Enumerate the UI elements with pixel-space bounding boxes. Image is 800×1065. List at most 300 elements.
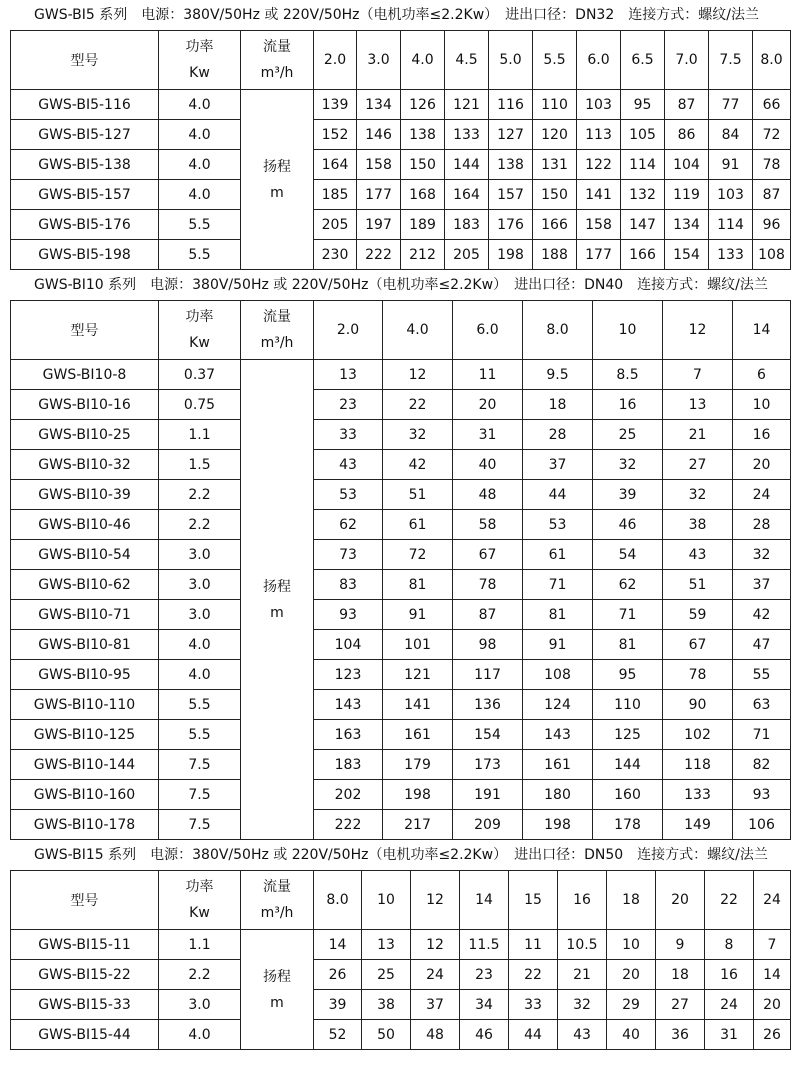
- model-cell: GWS-BI5-127: [11, 120, 159, 150]
- head-value-cell: 154: [665, 240, 709, 270]
- table-row: [11, 1020, 791, 1050]
- head-value-cell: 183: [314, 750, 383, 780]
- model-cell: GWS-BI10-144: [11, 750, 159, 780]
- model-cell: GWS-BI5-157: [11, 180, 159, 210]
- table-row: [11, 510, 791, 540]
- head-value-cell: 110: [593, 690, 663, 720]
- head-value-cell: 173: [453, 750, 523, 780]
- head-value-cell: 71: [523, 570, 593, 600]
- head-value-cell: 133: [663, 780, 733, 810]
- head-value-cell: 96: [753, 210, 791, 240]
- head-label-cell: 扬程 m: [241, 360, 314, 840]
- head-value-cell: 26: [314, 960, 362, 990]
- head-value-cell: 91: [709, 150, 753, 180]
- head-value-cell: 32: [383, 420, 453, 450]
- head-value-cell: 25: [362, 960, 411, 990]
- flow-value-header: 16: [558, 871, 607, 930]
- table-row: [11, 630, 791, 660]
- model-cell: GWS-BI5-138: [11, 150, 159, 180]
- head-value-cell: 33: [314, 420, 383, 450]
- head-value-cell: 149: [663, 810, 733, 840]
- head-value-cell: 32: [733, 540, 791, 570]
- head-value-cell: 132: [621, 180, 665, 210]
- head-value-cell: 113: [577, 120, 621, 150]
- head-value-cell: 185: [314, 180, 357, 210]
- head-value-cell: 138: [489, 150, 533, 180]
- head-value-cell: 212: [401, 240, 445, 270]
- head-value-cell: 86: [665, 120, 709, 150]
- model-cell: GWS-BI5-116: [11, 90, 159, 120]
- power-cell: 0.37: [159, 360, 241, 390]
- head-value-cell: 161: [523, 750, 593, 780]
- head-value-cell: 34: [460, 990, 509, 1020]
- head-value-cell: 25: [593, 420, 663, 450]
- model-cell: GWS-BI10-81: [11, 630, 159, 660]
- head-value-cell: 58: [453, 510, 523, 540]
- section-title-bi10: GWS-BI10 系列 电源：380V/50Hz 或 220V/50Hz（电机功率≤2.2Kw） 进出口径：DN40 连接方式：螺纹/法兰: [34, 277, 768, 293]
- head-value-cell: 42: [733, 600, 791, 630]
- flow-value-header: 7.5: [709, 31, 753, 90]
- section-title-bi15: GWS-BI15 系列 电源：380V/50Hz 或 220V/50Hz（电机功率≤2.2Kw） 进出口径：DN50 连接方式：螺纹/法兰: [34, 847, 768, 863]
- head-value-cell: 106: [733, 810, 791, 840]
- head-value-cell: 32: [663, 480, 733, 510]
- head-value-cell: 103: [577, 90, 621, 120]
- head-value-cell: 31: [453, 420, 523, 450]
- head-value-cell: 67: [663, 630, 733, 660]
- head-value-cell: 39: [314, 990, 362, 1020]
- head-value-cell: 22: [509, 960, 558, 990]
- flow-header: 流量 m³/h: [241, 871, 314, 930]
- power-header: 功率 Kw: [159, 31, 241, 90]
- head-value-cell: 42: [383, 450, 453, 480]
- head-value-cell: 24: [705, 990, 754, 1020]
- section-title-bi5: GWS-BI5 系列 电源：380V/50Hz 或 220V/50Hz（电机功率≤2.2Kw） 进出口径：DN32 连接方式：螺纹/法兰: [34, 7, 759, 23]
- table-row: [11, 240, 791, 270]
- model-cell: GWS-BI10-95: [11, 660, 159, 690]
- head-value-cell: 38: [663, 510, 733, 540]
- head-value-cell: 32: [558, 990, 607, 1020]
- model-cell: GWS-BI10-160: [11, 780, 159, 810]
- table-row: [11, 960, 791, 990]
- head-value-cell: 158: [577, 210, 621, 240]
- head-value-cell: 27: [656, 990, 705, 1020]
- flow-value-header: 8.0: [314, 871, 362, 930]
- power-cell: 3.0: [159, 570, 241, 600]
- head-value-cell: 32: [593, 450, 663, 480]
- head-value-cell: 191: [453, 780, 523, 810]
- head-value-cell: 163: [314, 720, 383, 750]
- head-value-cell: 8: [705, 930, 754, 960]
- head-value-cell: 198: [489, 240, 533, 270]
- head-value-cell: 48: [411, 1020, 460, 1050]
- head-value-cell: 16: [733, 420, 791, 450]
- model-cell: GWS-BI10-25: [11, 420, 159, 450]
- flow-value-header: 8.0: [523, 301, 593, 360]
- power-cell: 4.0: [159, 150, 241, 180]
- head-value-cell: 95: [621, 90, 665, 120]
- head-value-cell: 138: [401, 120, 445, 150]
- head-value-cell: 72: [753, 120, 791, 150]
- head-value-cell: 51: [663, 570, 733, 600]
- head-value-cell: 16: [705, 960, 754, 990]
- model-cell: GWS-BI10-39: [11, 480, 159, 510]
- flow-value-header: 20: [656, 871, 705, 930]
- flow-value-header: 4.0: [401, 31, 445, 90]
- head-value-cell: 116: [489, 90, 533, 120]
- power-cell: 4.0: [159, 90, 241, 120]
- table-row: [11, 690, 791, 720]
- model-cell: GWS-BI15-11: [11, 930, 159, 960]
- flow-value-header: 4.0: [383, 301, 453, 360]
- head-value-cell: 71: [593, 600, 663, 630]
- head-value-cell: 93: [314, 600, 383, 630]
- head-value-cell: 91: [523, 630, 593, 660]
- head-value-cell: 63: [733, 690, 791, 720]
- head-value-cell: 24: [733, 480, 791, 510]
- power-cell: 1.1: [159, 420, 241, 450]
- flow-value-header: 18: [607, 871, 656, 930]
- model-cell: GWS-BI10-8: [11, 360, 159, 390]
- model-cell: GWS-BI10-16: [11, 390, 159, 420]
- flow-value-header: 5.0: [489, 31, 533, 90]
- flow-value-header: 10: [593, 301, 663, 360]
- table-row: [11, 390, 791, 420]
- spec-table-bi15: [10, 870, 791, 1050]
- head-value-cell: 51: [383, 480, 453, 510]
- head-value-cell: 160: [593, 780, 663, 810]
- head-value-cell: 176: [489, 210, 533, 240]
- head-value-cell: 53: [314, 480, 383, 510]
- power-cell: 5.5: [159, 210, 241, 240]
- table-row: [11, 480, 791, 510]
- head-value-cell: 27: [663, 450, 733, 480]
- head-value-cell: 136: [453, 690, 523, 720]
- head-value-cell: 114: [621, 150, 665, 180]
- flow-value-header: 4.5: [445, 31, 489, 90]
- head-value-cell: 10.5: [558, 930, 607, 960]
- head-value-cell: 150: [401, 150, 445, 180]
- head-value-cell: 22: [383, 390, 453, 420]
- head-value-cell: 23: [314, 390, 383, 420]
- flow-value-header: 6.0: [577, 31, 621, 90]
- head-value-cell: 20: [733, 450, 791, 480]
- power-cell: 3.0: [159, 990, 241, 1020]
- head-value-cell: 164: [445, 180, 489, 210]
- head-value-cell: 168: [401, 180, 445, 210]
- head-value-cell: 6: [733, 360, 791, 390]
- head-value-cell: 82: [733, 750, 791, 780]
- head-value-cell: 102: [663, 720, 733, 750]
- table-row: [11, 930, 791, 960]
- table-row: [11, 150, 791, 180]
- head-value-cell: 37: [733, 570, 791, 600]
- head-value-cell: 183: [445, 210, 489, 240]
- head-value-cell: 87: [453, 600, 523, 630]
- head-value-cell: 143: [314, 690, 383, 720]
- head-value-cell: 52: [314, 1020, 362, 1050]
- head-value-cell: 125: [593, 720, 663, 750]
- head-value-cell: 43: [314, 450, 383, 480]
- flow-header: 流量 m³/h: [241, 31, 314, 90]
- head-value-cell: 28: [733, 510, 791, 540]
- model-cell: GWS-BI10-54: [11, 540, 159, 570]
- head-value-cell: 143: [523, 720, 593, 750]
- head-value-cell: 120: [533, 120, 577, 150]
- head-value-cell: 29: [607, 990, 656, 1020]
- power-cell: 4.0: [159, 1020, 241, 1050]
- head-value-cell: 133: [445, 120, 489, 150]
- flow-value-header: 2.0: [314, 31, 357, 90]
- head-value-cell: 83: [314, 570, 383, 600]
- head-value-cell: 197: [357, 210, 401, 240]
- flow-value-header: 8.0: [753, 31, 791, 90]
- head-value-cell: 81: [523, 600, 593, 630]
- head-value-cell: 11: [453, 360, 523, 390]
- head-value-cell: 71: [733, 720, 791, 750]
- table-row: [11, 180, 791, 210]
- head-value-cell: 150: [533, 180, 577, 210]
- head-value-cell: 20: [754, 990, 791, 1020]
- head-value-cell: 141: [383, 690, 453, 720]
- table-row: [11, 810, 791, 840]
- head-value-cell: 217: [383, 810, 453, 840]
- model-cell: GWS-BI10-71: [11, 600, 159, 630]
- table-row: [11, 660, 791, 690]
- head-value-cell: 180: [523, 780, 593, 810]
- head-value-cell: 8.5: [593, 360, 663, 390]
- table-row: [11, 450, 791, 480]
- head-value-cell: 72: [383, 540, 453, 570]
- power-cell: 3.0: [159, 600, 241, 630]
- head-value-cell: 87: [753, 180, 791, 210]
- head-value-cell: 123: [314, 660, 383, 690]
- head-value-cell: 157: [489, 180, 533, 210]
- model-cell: GWS-BI10-125: [11, 720, 159, 750]
- table-row: [11, 750, 791, 780]
- head-value-cell: 21: [663, 420, 733, 450]
- flow-value-header: 6.0: [453, 301, 523, 360]
- head-value-cell: 121: [445, 90, 489, 120]
- head-value-cell: 103: [709, 180, 753, 210]
- head-value-cell: 12: [411, 930, 460, 960]
- table-header-row: [11, 301, 791, 360]
- head-value-cell: 77: [709, 90, 753, 120]
- head-value-cell: 93: [733, 780, 791, 810]
- head-value-cell: 222: [357, 240, 401, 270]
- head-value-cell: 81: [593, 630, 663, 660]
- head-value-cell: 44: [523, 480, 593, 510]
- head-value-cell: 141: [577, 180, 621, 210]
- table-row: [11, 600, 791, 630]
- power-cell: 0.75: [159, 390, 241, 420]
- head-value-cell: 134: [665, 210, 709, 240]
- head-value-cell: 59: [663, 600, 733, 630]
- head-value-cell: 154: [453, 720, 523, 750]
- model-cell: GWS-BI10-62: [11, 570, 159, 600]
- head-value-cell: 11.5: [460, 930, 509, 960]
- spec-table-bi5: [10, 30, 791, 270]
- table-row: [11, 120, 791, 150]
- table-row: [11, 720, 791, 750]
- flow-value-header: 3.0: [357, 31, 401, 90]
- head-value-cell: 46: [460, 1020, 509, 1050]
- head-value-cell: 40: [607, 1020, 656, 1050]
- head-value-cell: 122: [577, 150, 621, 180]
- head-value-cell: 205: [445, 240, 489, 270]
- head-value-cell: 164: [314, 150, 357, 180]
- head-value-cell: 110: [533, 90, 577, 120]
- head-value-cell: 24: [411, 960, 460, 990]
- flow-value-header: 15: [509, 871, 558, 930]
- head-value-cell: 13: [362, 930, 411, 960]
- flow-value-header: 14: [460, 871, 509, 930]
- head-value-cell: 127: [489, 120, 533, 150]
- head-value-cell: 55: [733, 660, 791, 690]
- head-value-cell: 189: [401, 210, 445, 240]
- head-value-cell: 179: [383, 750, 453, 780]
- model-cell: GWS-BI10-46: [11, 510, 159, 540]
- model-header: 型号: [11, 871, 159, 930]
- head-value-cell: 44: [509, 1020, 558, 1050]
- head-value-cell: 146: [357, 120, 401, 150]
- head-value-cell: 9.5: [523, 360, 593, 390]
- power-cell: 4.0: [159, 120, 241, 150]
- head-value-cell: 62: [593, 570, 663, 600]
- head-value-cell: 11: [509, 930, 558, 960]
- head-label-cell: 扬程 m: [241, 930, 314, 1050]
- head-label-cell: 扬程 m: [241, 90, 314, 270]
- head-value-cell: 73: [314, 540, 383, 570]
- flow-value-header: 14: [733, 301, 791, 360]
- head-value-cell: 14: [314, 930, 362, 960]
- power-cell: 7.5: [159, 750, 241, 780]
- head-value-cell: 178: [593, 810, 663, 840]
- table-row: [11, 90, 791, 120]
- power-cell: 4.0: [159, 630, 241, 660]
- head-value-cell: 78: [753, 150, 791, 180]
- head-value-cell: 48: [453, 480, 523, 510]
- head-value-cell: 40: [453, 450, 523, 480]
- head-value-cell: 10: [733, 390, 791, 420]
- head-value-cell: 134: [357, 90, 401, 120]
- head-value-cell: 222: [314, 810, 383, 840]
- head-value-cell: 144: [593, 750, 663, 780]
- head-value-cell: 131: [533, 150, 577, 180]
- head-value-cell: 37: [411, 990, 460, 1020]
- table-header-row: [11, 871, 791, 930]
- head-value-cell: 66: [753, 90, 791, 120]
- head-value-cell: 108: [753, 240, 791, 270]
- head-value-cell: 39: [593, 480, 663, 510]
- head-value-cell: 53: [523, 510, 593, 540]
- head-value-cell: 10: [607, 930, 656, 960]
- head-value-cell: 43: [558, 1020, 607, 1050]
- table-row: [11, 540, 791, 570]
- head-value-cell: 21: [558, 960, 607, 990]
- head-value-cell: 230: [314, 240, 357, 270]
- model-cell: GWS-BI10-110: [11, 690, 159, 720]
- power-header: 功率 Kw: [159, 301, 241, 360]
- head-value-cell: 117: [453, 660, 523, 690]
- head-value-cell: 188: [533, 240, 577, 270]
- head-value-cell: 36: [656, 1020, 705, 1050]
- head-value-cell: 152: [314, 120, 357, 150]
- head-value-cell: 16: [593, 390, 663, 420]
- head-value-cell: 38: [362, 990, 411, 1020]
- head-value-cell: 87: [665, 90, 709, 120]
- table-row: [11, 210, 791, 240]
- model-cell: GWS-BI10-32: [11, 450, 159, 480]
- head-value-cell: 166: [621, 240, 665, 270]
- head-value-cell: 147: [621, 210, 665, 240]
- head-value-cell: 23: [460, 960, 509, 990]
- power-cell: 2.2: [159, 480, 241, 510]
- head-value-cell: 202: [314, 780, 383, 810]
- head-value-cell: 37: [523, 450, 593, 480]
- head-value-cell: 61: [383, 510, 453, 540]
- power-cell: 7.5: [159, 810, 241, 840]
- head-value-cell: 209: [453, 810, 523, 840]
- flow-value-header: 22: [705, 871, 754, 930]
- head-value-cell: 126: [401, 90, 445, 120]
- head-value-cell: 104: [665, 150, 709, 180]
- power-cell: 1.1: [159, 930, 241, 960]
- flow-value-header: 2.0: [314, 301, 383, 360]
- power-cell: 1.5: [159, 450, 241, 480]
- flow-value-header: 7.0: [665, 31, 709, 90]
- head-value-cell: 28: [523, 420, 593, 450]
- head-value-cell: 67: [453, 540, 523, 570]
- flow-header: 流量 m³/h: [241, 301, 314, 360]
- head-value-cell: 108: [523, 660, 593, 690]
- head-value-cell: 46: [593, 510, 663, 540]
- head-value-cell: 18: [656, 960, 705, 990]
- head-value-cell: 33: [509, 990, 558, 1020]
- head-value-cell: 139: [314, 90, 357, 120]
- power-header: 功率 Kw: [159, 871, 241, 930]
- flow-value-header: 10: [362, 871, 411, 930]
- head-value-cell: 13: [663, 390, 733, 420]
- head-value-cell: 114: [709, 210, 753, 240]
- flow-value-header: 6.5: [621, 31, 665, 90]
- model-cell: GWS-BI15-33: [11, 990, 159, 1020]
- head-value-cell: 98: [453, 630, 523, 660]
- table-row: [11, 360, 791, 390]
- table-header-row: [11, 31, 791, 90]
- head-value-cell: 118: [663, 750, 733, 780]
- head-value-cell: 20: [607, 960, 656, 990]
- head-value-cell: 90: [663, 690, 733, 720]
- head-value-cell: 47: [733, 630, 791, 660]
- head-value-cell: 124: [523, 690, 593, 720]
- head-value-cell: 161: [383, 720, 453, 750]
- power-cell: 4.0: [159, 180, 241, 210]
- head-value-cell: 9: [656, 930, 705, 960]
- head-value-cell: 62: [314, 510, 383, 540]
- head-value-cell: 198: [383, 780, 453, 810]
- head-value-cell: 61: [523, 540, 593, 570]
- head-value-cell: 18: [523, 390, 593, 420]
- head-value-cell: 158: [357, 150, 401, 180]
- power-cell: 5.5: [159, 240, 241, 270]
- head-value-cell: 84: [709, 120, 753, 150]
- table-row: [11, 780, 791, 810]
- flow-value-header: 24: [754, 871, 791, 930]
- head-value-cell: 7: [663, 360, 733, 390]
- power-cell: 2.2: [159, 960, 241, 990]
- head-value-cell: 105: [621, 120, 665, 150]
- head-value-cell: 166: [533, 210, 577, 240]
